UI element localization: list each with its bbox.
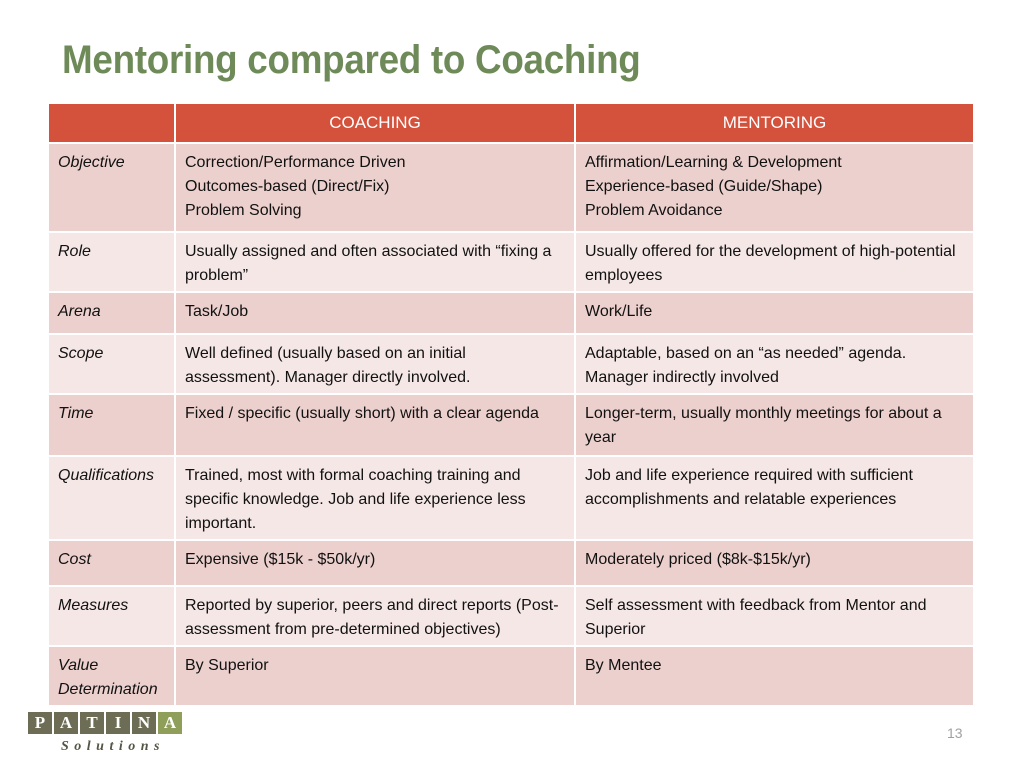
cell-line: Correction/Performance Driven (185, 154, 406, 171)
coaching-cell (175, 143, 575, 232)
header-coaching: COACHING (175, 103, 575, 143)
row-label: Cost (48, 540, 175, 586)
mentoring-cell: Adaptable, based on an “as needed” agenda. Manager indirectly involved (575, 334, 974, 394)
cell-line: Experience-based (Guide/Shape) (585, 178, 823, 195)
logo-subtitle: Solutions (61, 739, 165, 754)
cell-line: Affirmation/Learning & Development (585, 154, 842, 171)
logo-letter: I (106, 712, 130, 734)
logo-letter: A (158, 712, 182, 734)
page-number: 13 (947, 725, 963, 741)
table-row (48, 334, 974, 394)
slide-title: Mentoring compared to Coaching (62, 38, 641, 82)
table-row (48, 540, 974, 586)
mentoring-cell: Job and life experience required with sufficient accomplishments and relatable experiences (575, 456, 974, 540)
coaching-cell: By Superior (175, 646, 575, 706)
table-row (48, 586, 974, 646)
coaching-cell: Reported by superior, peers and direct reports (Post-assessment from pre-determined objectives) (175, 586, 575, 646)
row-label: Value Determination (48, 646, 175, 706)
row-label: Objective (48, 143, 175, 232)
table-row (48, 394, 974, 456)
coaching-cell: Well defined (usually based on an initial assessment). Manager directly involved. (175, 334, 575, 394)
coaching-cell: Usually assigned and often associated with “fixing a problem” (175, 232, 575, 292)
header-mentoring: MENTORING (575, 103, 974, 143)
coaching-cell: Task/Job (175, 292, 575, 334)
logo-letter-boxes (28, 712, 182, 734)
table-row (48, 232, 974, 292)
header-corner-cell (48, 103, 175, 143)
row-label: Role (48, 232, 175, 292)
comparison-table (47, 102, 975, 707)
mentoring-cell: Work/Life (575, 292, 974, 334)
cell-line: Outcomes-based (Direct/Fix) (185, 178, 390, 195)
row-label: Qualifications (48, 456, 175, 540)
coaching-cell: Fixed / specific (usually short) with a clear agenda (175, 394, 575, 456)
mentoring-cell (575, 143, 974, 232)
logo-letter: P (28, 712, 52, 734)
coaching-cell: Expensive ($15k - $50k/yr) (175, 540, 575, 586)
row-label: Scope (48, 334, 175, 394)
mentoring-cell: Usually offered for the development of high-potential employees (575, 232, 974, 292)
cell-line: Problem Avoidance (585, 202, 723, 219)
table-row (48, 646, 974, 706)
row-label: Arena (48, 292, 175, 334)
table-row (48, 143, 974, 232)
table-row (48, 456, 974, 540)
table-header-row (48, 103, 974, 143)
row-label: Time (48, 394, 175, 456)
logo-letter: N (132, 712, 156, 734)
logo-letter: T (80, 712, 104, 734)
mentoring-cell: Self assessment with feedback from Mentor and Superior (575, 586, 974, 646)
mentoring-cell: By Mentee (575, 646, 974, 706)
table-row (48, 292, 974, 334)
mentoring-cell: Moderately priced ($8k-$15k/yr) (575, 540, 974, 586)
mentoring-cell: Longer-term, usually monthly meetings for about a year (575, 394, 974, 456)
logo-letter: A (54, 712, 78, 734)
cell-line: Problem Solving (185, 202, 302, 219)
coaching-cell: Trained, most with formal coaching training and specific knowledge. Job and life experience less important. (175, 456, 575, 540)
patina-logo (28, 712, 188, 760)
row-label: Measures (48, 586, 175, 646)
